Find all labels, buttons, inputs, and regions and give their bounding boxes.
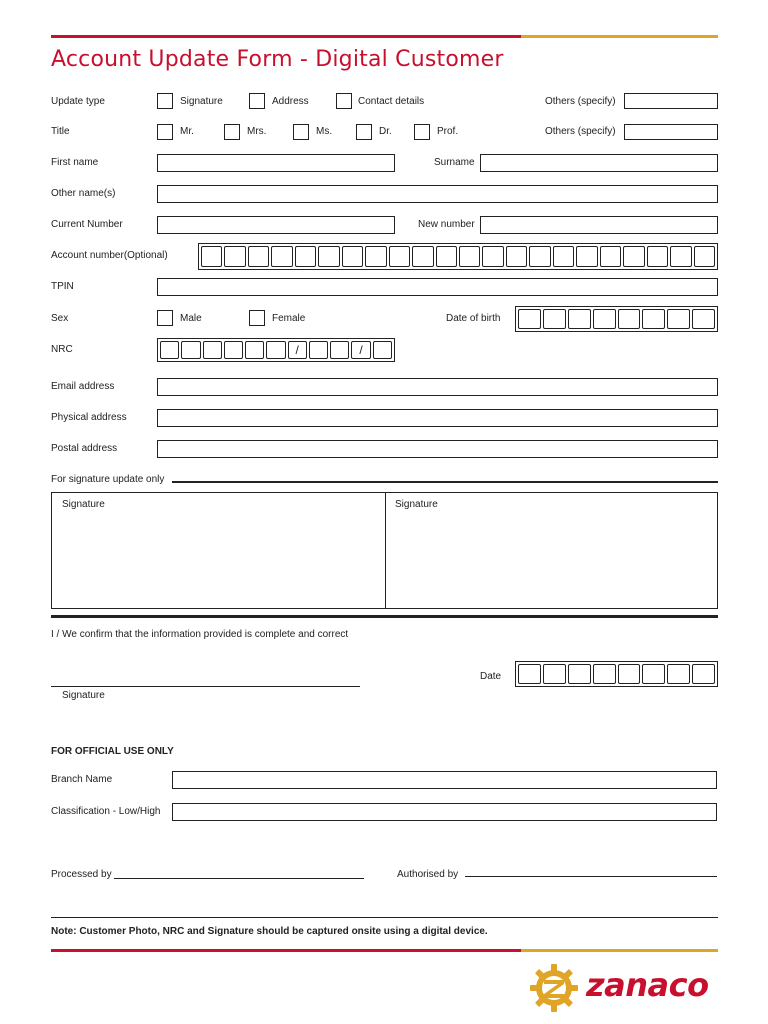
option-signature: Signature xyxy=(180,96,223,107)
account-number-label: Account number(Optional) xyxy=(51,250,168,261)
dob-cell[interactable] xyxy=(593,309,616,329)
option-prof: Prof. xyxy=(437,126,459,137)
bottom-bar-red xyxy=(51,949,521,952)
date-cell[interactable] xyxy=(518,664,541,684)
zanaco-logo xyxy=(528,962,720,1014)
date-of-birth-label: Date of birth xyxy=(446,313,501,324)
surname-label: Surname xyxy=(434,157,475,168)
signature-section-label: For signature update only xyxy=(51,474,165,485)
postal-address-label: Postal address xyxy=(51,443,118,454)
current-number-field[interactable] xyxy=(157,216,395,234)
bottom-bar-gold xyxy=(521,949,718,952)
date-cell[interactable] xyxy=(618,664,641,684)
current-number-label: Current Number xyxy=(51,219,123,230)
nrc-cell[interactable] xyxy=(224,341,243,359)
nrc-cell[interactable] xyxy=(266,341,285,359)
nrc-separator: / xyxy=(351,341,370,359)
account-cell[interactable] xyxy=(647,246,668,267)
account-cell[interactable] xyxy=(623,246,644,267)
account-cell[interactable] xyxy=(600,246,621,267)
account-cell[interactable] xyxy=(365,246,386,267)
account-cell[interactable] xyxy=(201,246,222,267)
option-ms: Ms. xyxy=(316,126,333,137)
account-number-cells[interactable] xyxy=(198,243,718,270)
authorised-by-line[interactable] xyxy=(465,876,717,877)
confirmation-text: I / We confirm that the information provided is complete and correct xyxy=(51,629,349,640)
processed-by-label: Processed by xyxy=(51,869,112,880)
surname-field[interactable] xyxy=(480,154,718,172)
signature-box-2-label: Signature xyxy=(395,499,438,510)
signature-section-rule xyxy=(172,481,718,483)
logo-text: zanaco xyxy=(586,966,709,1004)
page-title: Account Update Form - Digital Customer xyxy=(51,47,504,72)
new-number-field[interactable] xyxy=(480,216,718,234)
option-mr: Mr. xyxy=(180,126,194,137)
account-cell[interactable] xyxy=(482,246,503,267)
signature-line[interactable] xyxy=(51,686,360,687)
account-cell[interactable] xyxy=(529,246,550,267)
date-cell[interactable] xyxy=(667,664,690,684)
dob-cell[interactable] xyxy=(543,309,566,329)
nrc-cell[interactable] xyxy=(245,341,264,359)
nrc-cell[interactable] xyxy=(203,341,222,359)
checkbox-prof[interactable] xyxy=(414,124,430,140)
checkbox-address[interactable] xyxy=(249,93,265,109)
date-cell[interactable] xyxy=(593,664,616,684)
account-cell[interactable] xyxy=(506,246,527,267)
authorised-by-label: Authorised by xyxy=(397,869,459,880)
physical-address-label: Physical address xyxy=(51,412,127,423)
date-cells[interactable] xyxy=(515,661,718,687)
option-dr: Dr. xyxy=(379,126,392,137)
others-specify-label: Others (specify) xyxy=(545,96,616,107)
classification-field[interactable] xyxy=(172,803,717,821)
account-cell[interactable] xyxy=(248,246,269,267)
other-names-field[interactable] xyxy=(157,185,718,203)
account-cell[interactable] xyxy=(318,246,339,267)
classification-label: Classification - Low/High xyxy=(51,806,161,817)
nrc-cells[interactable] xyxy=(157,338,395,362)
postal-address-field[interactable] xyxy=(157,440,718,458)
account-cell[interactable] xyxy=(576,246,597,267)
option-contact-details: Contact details xyxy=(358,96,425,107)
note-rule xyxy=(51,917,718,918)
account-cell[interactable] xyxy=(224,246,245,267)
nrc-label: NRC xyxy=(51,344,73,355)
nrc-cell[interactable] xyxy=(373,341,392,359)
account-cell[interactable] xyxy=(436,246,457,267)
signature-section-bottom-rule xyxy=(51,615,718,618)
tpin-field[interactable] xyxy=(157,278,718,296)
nrc-separator: / xyxy=(288,341,307,359)
signature-label: Signature xyxy=(62,690,105,701)
checkbox-mr[interactable] xyxy=(157,124,173,140)
first-name-field[interactable] xyxy=(157,154,395,172)
account-cell[interactable] xyxy=(553,246,574,267)
processed-by-line[interactable] xyxy=(114,878,364,879)
account-cell[interactable] xyxy=(694,246,715,267)
dob-cell[interactable] xyxy=(518,309,541,329)
email-field[interactable] xyxy=(157,378,718,396)
branch-name-label: Branch Name xyxy=(51,774,113,785)
date-cell[interactable] xyxy=(543,664,566,684)
update-type-others-field[interactable] xyxy=(624,93,718,109)
account-cell[interactable] xyxy=(295,246,316,267)
date-label: Date xyxy=(480,671,502,682)
top-bar-gold xyxy=(521,35,718,38)
nrc-cell[interactable] xyxy=(309,341,328,359)
account-cell[interactable] xyxy=(389,246,410,267)
option-mrs: Mrs. xyxy=(247,126,267,137)
account-cell[interactable] xyxy=(670,246,691,267)
title-label: Title xyxy=(51,126,70,137)
sex-label: Sex xyxy=(51,313,69,324)
top-bar-red xyxy=(51,35,521,38)
account-cell[interactable] xyxy=(342,246,363,267)
title-others-field[interactable] xyxy=(624,124,718,140)
date-of-birth-cells[interactable] xyxy=(515,306,718,332)
new-number-label: New number xyxy=(418,219,475,230)
physical-address-field[interactable] xyxy=(157,409,718,427)
nrc-cell[interactable] xyxy=(181,341,200,359)
first-name-label: First name xyxy=(51,157,99,168)
others-specify-label: Others (specify) xyxy=(545,126,616,137)
other-names-label: Other name(s) xyxy=(51,188,116,199)
dob-cell[interactable] xyxy=(667,309,690,329)
note-text: Note: Customer Photo, NRC and Signature should be captured onsite using a digital device. xyxy=(51,926,488,937)
date-cell[interactable] xyxy=(568,664,591,684)
gear-emblem-icon xyxy=(528,962,580,1014)
tpin-label: TPIN xyxy=(51,281,74,292)
checkbox-male[interactable] xyxy=(157,310,173,326)
option-female: Female xyxy=(272,313,306,324)
signature-box-1-label: Signature xyxy=(62,499,105,510)
official-use-heading: FOR OFFICIAL USE ONLY xyxy=(51,746,174,757)
checkbox-female[interactable] xyxy=(249,310,265,326)
dob-cell[interactable] xyxy=(618,309,641,329)
account-cell[interactable] xyxy=(459,246,480,267)
branch-name-field[interactable] xyxy=(172,771,717,789)
account-cell[interactable] xyxy=(412,246,433,267)
option-male: Male xyxy=(180,313,202,324)
dob-cell[interactable] xyxy=(568,309,591,329)
checkbox-mrs[interactable] xyxy=(224,124,240,140)
nrc-cell[interactable] xyxy=(330,341,349,359)
checkbox-signature[interactable] xyxy=(157,93,173,109)
dob-cell[interactable] xyxy=(692,309,715,329)
nrc-cell[interactable] xyxy=(160,341,179,359)
option-address: Address xyxy=(272,96,309,107)
date-cell[interactable] xyxy=(692,664,715,684)
date-cell[interactable] xyxy=(642,664,665,684)
dob-cell[interactable] xyxy=(642,309,665,329)
email-label: Email address xyxy=(51,381,115,392)
checkbox-contact-details[interactable] xyxy=(336,93,352,109)
checkbox-ms[interactable] xyxy=(293,124,309,140)
update-type-label: Update type xyxy=(51,96,105,107)
account-cell[interactable] xyxy=(271,246,292,267)
checkbox-dr[interactable] xyxy=(356,124,372,140)
